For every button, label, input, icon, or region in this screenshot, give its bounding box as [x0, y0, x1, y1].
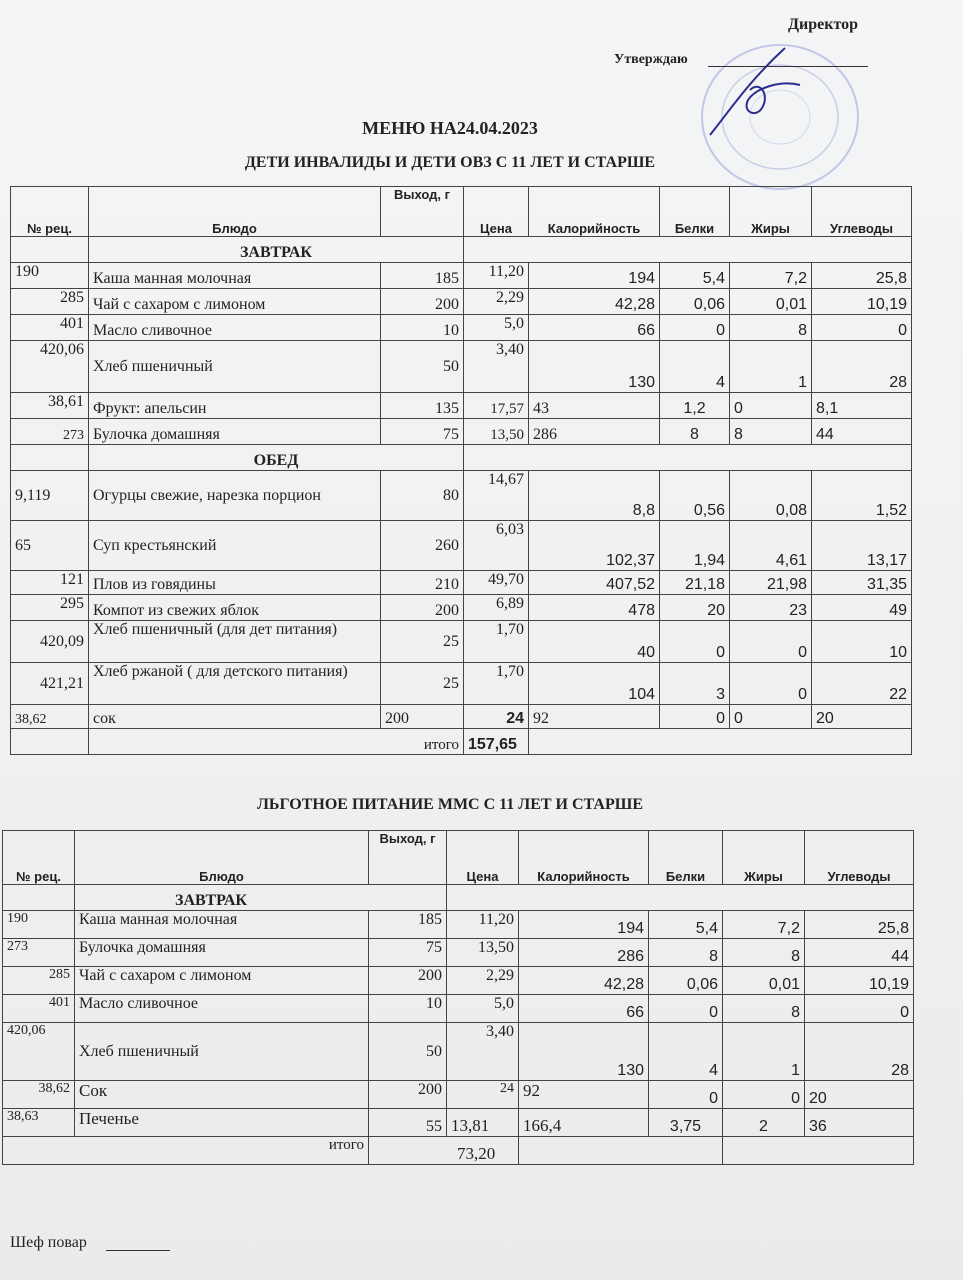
chef-signature-line	[106, 1250, 170, 1251]
table-row: 420,06 Хлеб пшеничный 50 3,40 130 4 1 28	[11, 341, 912, 393]
table-header-row	[3, 831, 914, 885]
col-header: Углеводы	[805, 831, 914, 885]
col-header: Жиры	[730, 187, 812, 237]
table-row: 9,119 Огурцы свежие, нарезка порцион 80 14,67 8,8 0,56 0,08 1,52	[11, 471, 912, 521]
table-row: 121 Плов из говядины 210 49,70 407,52 21,18 21,98 31,35	[11, 571, 912, 595]
table-row: 65 Суп крестьянский 260 6,03 102,37 1,94 4,61 13,17	[11, 521, 912, 571]
table-row: 190 Каша манная молочная 185 11,20 194 5,4 7,2 25,8	[3, 911, 914, 939]
table-row: 38,61 Фрукт: апельсин 135 17,57 43 1,2 0 8,1	[11, 393, 912, 419]
chef-label: Шеф повар	[10, 1234, 87, 1251]
approve-label: Утверждаю	[614, 52, 688, 67]
table-row: 38,62 Сок 200 24 92 0 0 20	[3, 1081, 914, 1109]
col-header: Выход, г	[381, 187, 464, 237]
col-header: Блюдо	[75, 831, 369, 885]
col-header: Блюдо	[89, 187, 381, 237]
col-header: Белки	[649, 831, 723, 885]
menu-table-1	[10, 186, 912, 755]
col-header: Цена	[464, 187, 529, 237]
section2-title: ЛЬГОТНОЕ ПИТАНИЕ ММС С 11 ЛЕТ И СТАРШЕ	[257, 796, 643, 813]
table-row: 401 Масло сливочное 10 5,0 66 0 8 0	[3, 995, 914, 1023]
table-row: 273 Булочка домашняя 75 13,50 286 8 8 44	[3, 939, 914, 967]
table-row: 38,62 сок 200 24 92 0 0 20	[11, 705, 912, 729]
breakfast-label: ЗАВТРАК	[89, 237, 464, 263]
col-header: Цена	[447, 831, 519, 885]
lunch-label: ОБЕД	[89, 445, 464, 471]
total-value: 73,20	[369, 1137, 519, 1165]
col-header: Калорийность	[529, 187, 660, 237]
table-row: 420,06 Хлеб пшеничный 50 3,40 130 4 1 28	[3, 1023, 914, 1081]
section1-title: ДЕТИ ИНВАЛИДЫ И ДЕТИ ОВЗ С 11 ЛЕТ И СТАРШЕ	[244, 154, 656, 171]
table-row: 273 Булочка домашняя 75 13,50 286 8 8 44	[11, 419, 912, 445]
col-header: Калорийность	[519, 831, 649, 885]
section-row	[11, 237, 912, 263]
table-row: 421,21 Хлеб ржаной ( для детского питания) 25 1,70 104 3 0 22	[11, 663, 912, 705]
total-value: 157,65	[464, 729, 529, 755]
approve-signature-line	[708, 66, 868, 67]
col-header: Углеводы	[812, 187, 912, 237]
director-label: Директор	[788, 16, 858, 33]
table-header-row	[11, 187, 912, 237]
section-row	[11, 445, 912, 471]
col-header: Выход, г	[369, 831, 447, 885]
section-row	[3, 885, 914, 911]
total-row	[3, 1137, 914, 1165]
total-label: итого	[3, 1137, 369, 1165]
total-label: итого	[89, 729, 464, 755]
col-header: Жиры	[723, 831, 805, 885]
table-row: 295 Компот из свежих яблок 200 6,89 478 20 23 49	[11, 595, 912, 621]
menu-table-2	[2, 830, 914, 1165]
table-row: 285 Чай с сахаром с лимоном 200 2,29 42,28 0,06 0,01 10,19	[3, 967, 914, 995]
col-header: № рец.	[11, 187, 89, 237]
table-row: 38,63 Печенье 55 13,81 166,4 3,75 2 36	[3, 1109, 914, 1137]
menu-title: МЕНЮ НА24.04.2023	[362, 118, 538, 138]
col-header: Белки	[660, 187, 730, 237]
table-row: 190 Каша манная молочная 185 11,20 194 5,4 7,2 25,8	[11, 263, 912, 289]
breakfast-label: ЗАВТРАК	[75, 885, 447, 911]
table-row: 420,09 Хлеб пшеничный (для дет питания) 25 1,70 40 0 0 10	[11, 621, 912, 663]
col-header: № рец.	[3, 831, 75, 885]
total-row	[11, 729, 912, 755]
table-row: 401 Масло сливочное 10 5,0 66 0 8 0	[11, 315, 912, 341]
table-row: 285 Чай с сахаром с лимоном 200 2,29 42,28 0,06 0,01 10,19	[11, 289, 912, 315]
